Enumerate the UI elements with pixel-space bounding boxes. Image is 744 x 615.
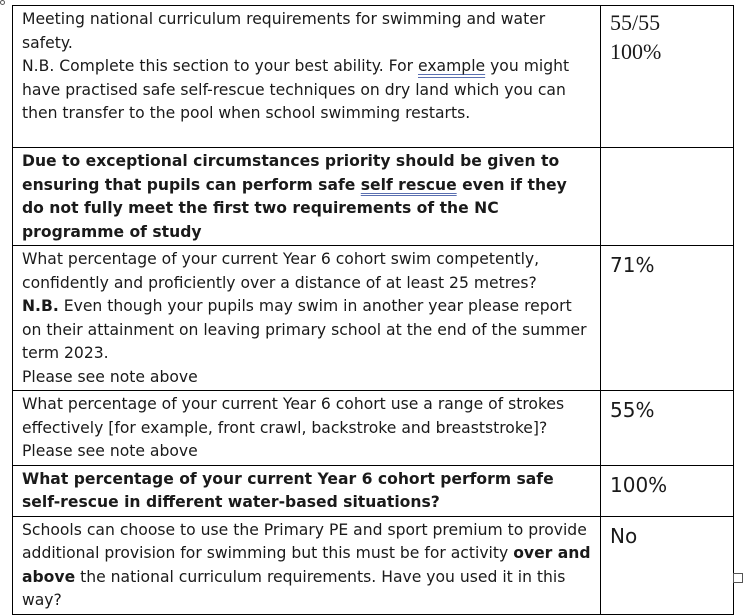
percent-value: 100% xyxy=(610,39,662,64)
table-row xyxy=(13,148,734,246)
question-text: What percentage of your current Year 6 cohort swim competently, confidently and proficiently over a distance of at least 25 metres? xyxy=(22,250,540,292)
table-row xyxy=(13,246,734,391)
priority-note-cell xyxy=(13,148,601,246)
table-row xyxy=(13,465,734,516)
note-text: Please see note above xyxy=(22,367,198,386)
table-row xyxy=(13,391,734,466)
question-cell xyxy=(13,391,601,466)
table-resize-handle[interactable] xyxy=(733,573,743,583)
requirement-cell xyxy=(13,6,601,148)
pupil-count-value: 55/55 xyxy=(610,10,661,35)
nb-text-post: you might have practised safe self-rescue techniques on dry land which you can then transfer to the pool when school swimming restarts. xyxy=(22,57,570,122)
empty-value-cell xyxy=(601,148,734,246)
premium-text-bold: over and above xyxy=(22,544,591,586)
nb-text-pre: N.B. Complete this section to your best ability. For xyxy=(22,57,418,75)
value-cell xyxy=(601,246,734,391)
premium-text-pre: Schools can choose to use the Primary PE and sport premium to provide additional provision for swimming but this must be for activity xyxy=(22,520,587,562)
nb-label: N.B. xyxy=(22,297,59,315)
question-cell xyxy=(13,516,601,614)
requirement-title: Meeting national curriculum requirements for swimming and water safety. xyxy=(22,10,546,52)
self-rescue-word: self rescue xyxy=(360,175,457,194)
example-word: example xyxy=(418,57,486,75)
table-row xyxy=(13,516,734,614)
priority-text-post: even if they do not fully meet the first two requirements of the NC programme of study xyxy=(22,175,567,241)
value-cell xyxy=(601,465,734,516)
corner-mark xyxy=(0,0,5,5)
value-cell xyxy=(601,516,734,614)
premium-text-post: the national curriculum requirements. Have you used it in this way? xyxy=(22,567,566,609)
question-cell xyxy=(13,465,601,516)
question-cell xyxy=(13,246,601,391)
question-text: What percentage of your current Year 6 cohort use a range of strokes effectively [for example, front crawl, backstroke and breaststroke]? xyxy=(22,395,565,437)
value-cell xyxy=(601,391,734,466)
strokes-percent: 55% xyxy=(610,398,655,422)
question-text: What percentage of your current Year 6 cohort perform safe self-rescue in different water-based situations? xyxy=(22,469,554,511)
nb-text: Even though your pupils may swim in another year please report on their attainment on leaving primary school at the end of the summer term 2023. xyxy=(22,297,587,362)
premium-used-value: No xyxy=(610,523,638,548)
swimming-table xyxy=(12,5,734,615)
priority-text-pre: Due to exceptional circumstances priority should be given to ensuring that pupils can perform safe xyxy=(22,152,560,194)
margin-tick xyxy=(733,218,734,241)
table-row xyxy=(13,6,734,148)
swim-25m-percent: 71% xyxy=(610,253,655,277)
self-rescue-percent: 100% xyxy=(610,472,668,497)
value-cell xyxy=(601,6,734,148)
note-text: Please see note above xyxy=(22,442,198,460)
